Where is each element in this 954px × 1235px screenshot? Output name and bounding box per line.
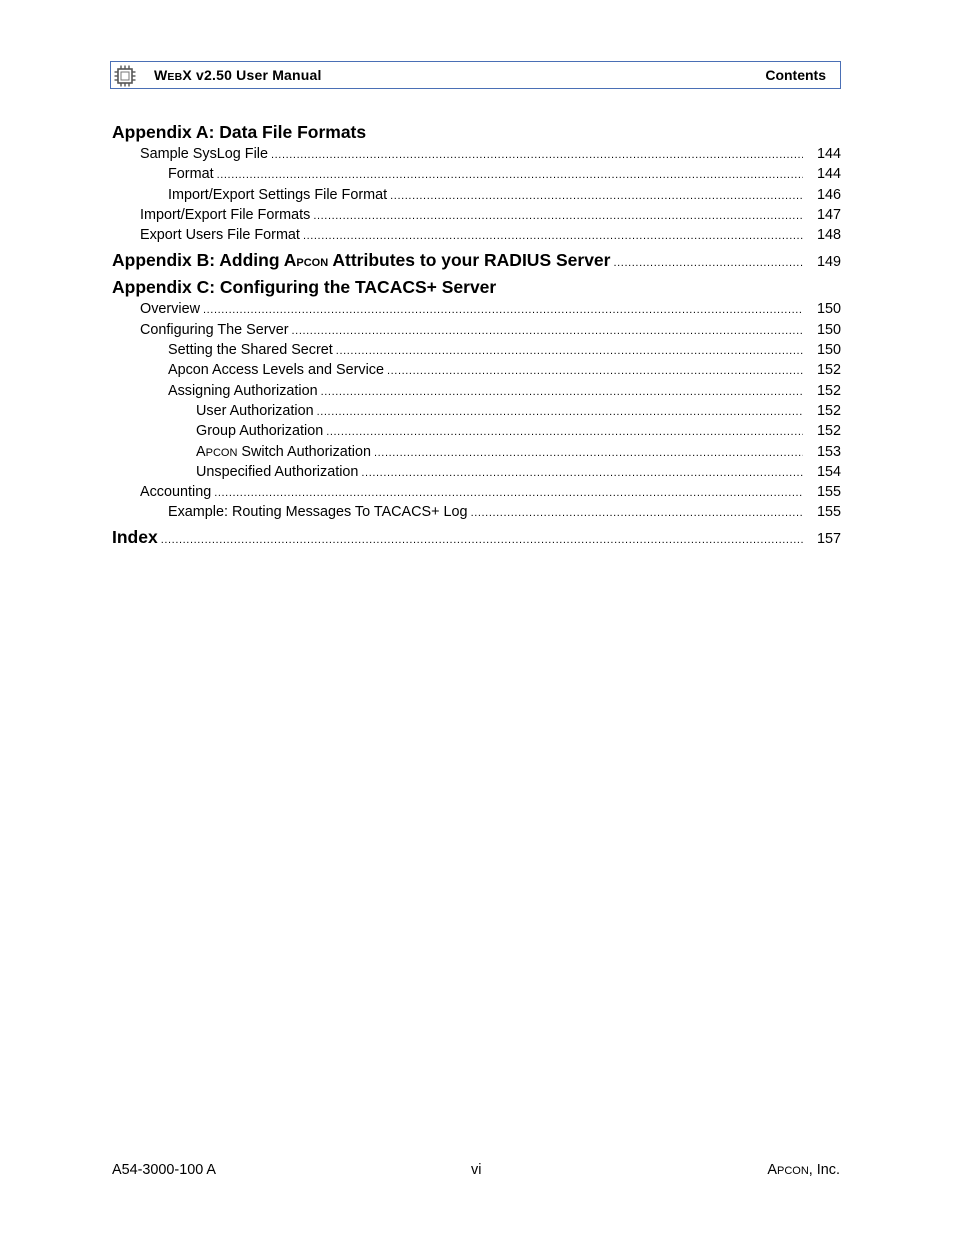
toc-entry[interactable]: Apcon Access Levels and Service ..... 152 xyxy=(112,360,841,380)
table-of-contents xyxy=(112,120,841,549)
appendix-a-heading: Appendix A: Data File Formats xyxy=(112,122,367,142)
appendix-b-heading[interactable]: Appendix B: Adding APCON Attributes to your RADIUS Server ..... 149 xyxy=(112,247,841,273)
appendix-c-heading: Appendix C: Configuring the TACACS+ Server xyxy=(112,277,497,298)
toc-entry[interactable]: Overview ..... 150 xyxy=(112,299,841,319)
toc-entry[interactable]: Group Authorization ..... 152 xyxy=(112,421,841,441)
toc-entry[interactable]: Format ..... 144 xyxy=(112,164,841,184)
toc-entry[interactable]: Example: Routing Messages To TACACS+ Log ..... 155 xyxy=(112,502,841,522)
page-number: vi xyxy=(471,1162,482,1178)
toc-entry[interactable]: Assigning Authorization ..... 152 xyxy=(112,381,841,401)
chip-icon xyxy=(114,65,136,87)
toc-entry[interactable]: Sample SysLog File ..... 144 xyxy=(112,144,841,164)
section-name: Contents xyxy=(765,67,826,83)
toc-entry[interactable]: Import/Export Settings File Format ..... 146 xyxy=(112,185,841,205)
manual-title: WEBX v2.50 User Manual xyxy=(154,67,322,83)
toc-entry[interactable]: Unspecified Authorization ..... 154 xyxy=(112,462,841,482)
toc-entry[interactable]: Import/Export File Formats ..... 147 xyxy=(112,205,841,225)
document-number: A54-3000-100 A xyxy=(112,1162,217,1178)
toc-entry[interactable]: Setting the Shared Secret ..... 150 xyxy=(112,340,841,360)
running-header xyxy=(110,61,841,89)
toc-entry[interactable]: User Authorization ..... 152 xyxy=(112,401,841,421)
index-heading[interactable]: Index ..... 157 xyxy=(112,525,841,549)
toc-entry[interactable]: APCON Switch Authorization ..... 153 xyxy=(112,442,841,462)
toc-entry[interactable]: Export Users File Format ..... 148 xyxy=(112,225,841,245)
company-name: APCON, Inc. xyxy=(767,1162,840,1178)
toc-entry[interactable]: Accounting ..... 155 xyxy=(112,482,841,502)
toc-entry[interactable]: Configuring The Server ..... 150 xyxy=(112,320,841,340)
